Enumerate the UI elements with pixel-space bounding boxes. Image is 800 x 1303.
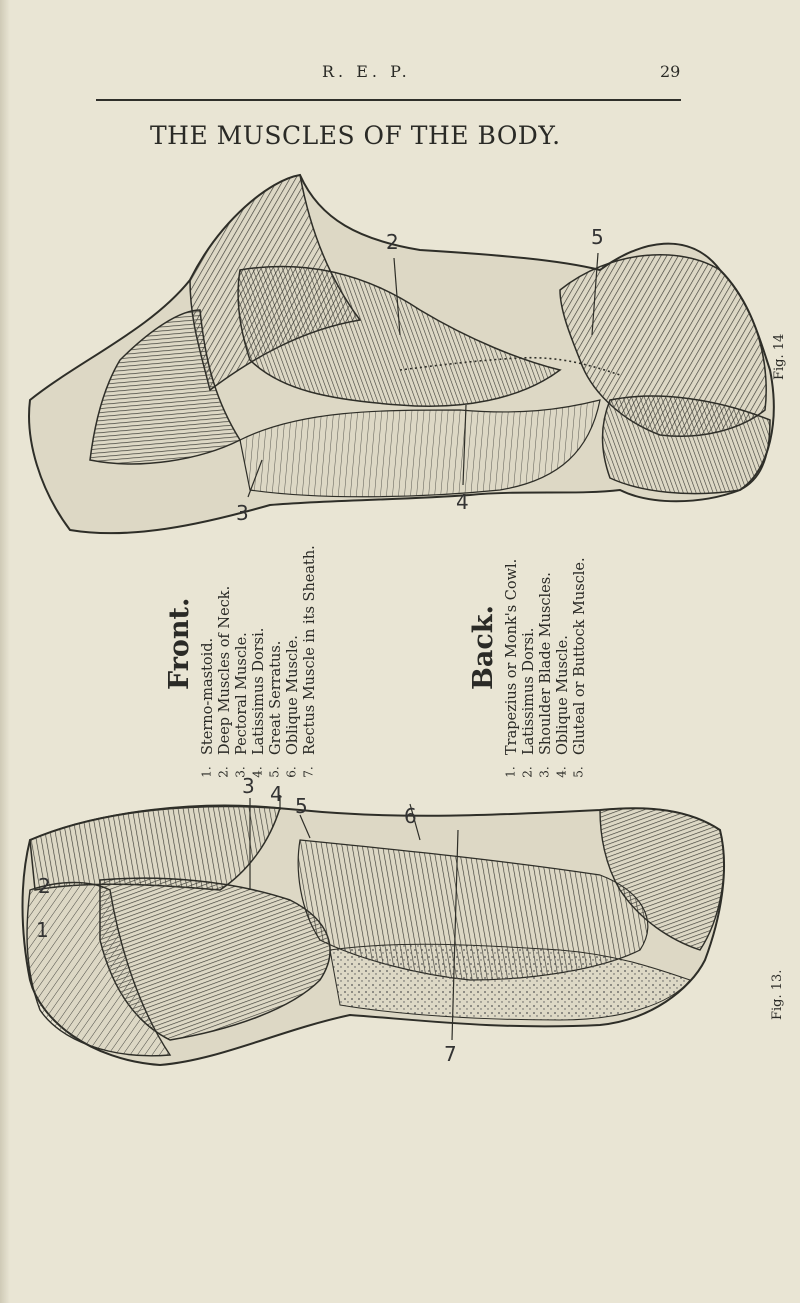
figure-14-illustration (0, 160, 800, 555)
figure-14 (0, 160, 800, 555)
legend-front-item-1: Sterno-mastoid. (200, 637, 216, 755)
figure-13 (0, 774, 800, 1070)
fig13-marker-1: 1 (36, 918, 49, 942)
legend-back-item-1: Trapezius or Monk's Cowl. (504, 558, 520, 755)
legend-front-num-2: 2. (216, 766, 231, 778)
legend-back-num-3: 3. (537, 766, 552, 778)
legend-front-item-4: Latissimus Dorsi. (251, 627, 267, 755)
legend-back-heading: Back. (468, 605, 499, 690)
fig14-marker-2: 2 (386, 230, 399, 254)
fig13-marker-5: 5 (295, 794, 308, 818)
fig13-marker-6: 6 (404, 804, 417, 828)
legend-back-item-5: Gluteal or Buttock Muscle. (572, 557, 588, 755)
legend-back-item-3: Shoulder Blade Muscles. (538, 572, 554, 755)
legend-front-item-6: Oblique Muscle. (285, 635, 301, 755)
legend-front-item-2: Deep Muscles of Neck. (217, 585, 233, 755)
fig14-marker-4: 4 (456, 490, 469, 514)
legend-front-num-3: 3. (233, 766, 248, 778)
legend-front-num-5: 5. (267, 766, 282, 778)
fig13-marker-4: 4 (270, 782, 283, 806)
figure-13-illustration (0, 780, 800, 1070)
legend-back-num-5: 5. (571, 766, 586, 778)
fig13-marker-7: 7 (444, 1042, 457, 1066)
legend-front-item-3: Pectoral Muscle. (234, 632, 250, 755)
fig14-marker-5: 5 (591, 225, 604, 249)
legend-front-item-5: Great Serratus. (268, 640, 284, 755)
page-title: THE MUSCLES OF THE BODY. (150, 121, 561, 150)
fig13-marker-2: 2 (38, 874, 51, 898)
legend-front-num-1: 1. (199, 766, 214, 778)
legend-back-item-2: Latissimus Dorsi. (521, 627, 537, 755)
figure-13-label: Fig. 13. (770, 969, 785, 1020)
fig14-marker-3: 3 (236, 501, 249, 525)
legend-back-num-2: 2. (520, 766, 535, 778)
legend-back-item-4: Oblique Muscle. (555, 635, 571, 755)
legend-front-num-6: 6. (284, 766, 299, 778)
figure-14-label: Fig. 14 (772, 333, 787, 380)
legend-front-num-7: 7. (301, 766, 316, 778)
header-rule (96, 99, 681, 101)
legend-front-num-4: 4. (250, 766, 265, 778)
legend-back-num-1: 1. (503, 766, 518, 778)
legend-front-heading: Front. (164, 597, 195, 690)
legend-front-item-7: Rectus Muscle in its Sheath. (302, 545, 318, 755)
legend-back-num-4: 4. (554, 766, 569, 778)
page-number: 29 (660, 62, 681, 81)
fig13-marker-3: 3 (242, 774, 255, 798)
running-head: R. E. P. (322, 62, 411, 81)
